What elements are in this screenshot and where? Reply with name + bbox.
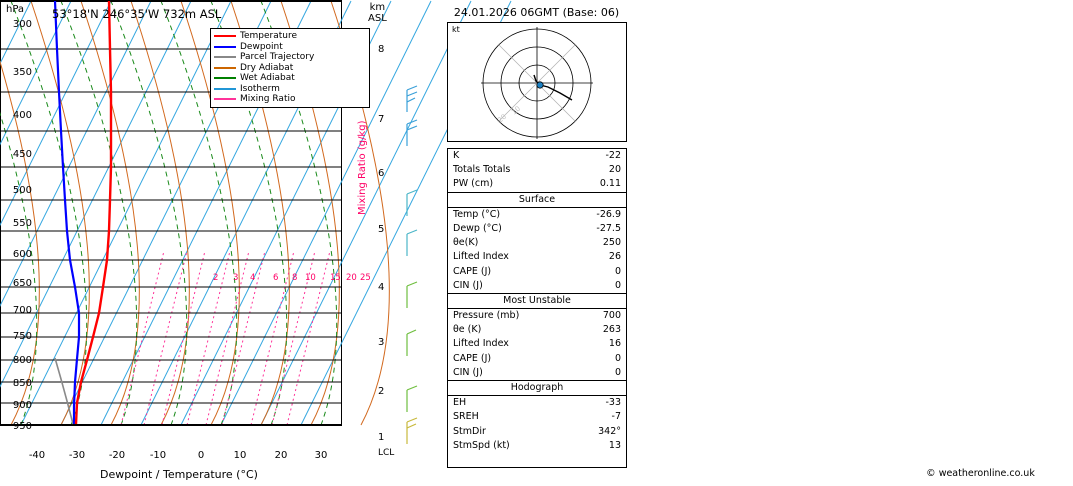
legend-swatch-parcel-trajectory (214, 56, 236, 58)
pressure-axis-unit: hPa (6, 4, 25, 15)
height-tick-2: 2 (378, 386, 385, 397)
hodograph-svg (448, 23, 626, 141)
legend-item-parcel-trajectory (214, 52, 366, 63)
legend-label-wet-adiabat: Wet Adiabat (240, 73, 295, 84)
pressure-tick-450: 450 (12, 149, 32, 160)
pressure-tick-650: 650 (12, 278, 32, 289)
row-key: Pressure (mb) (453, 310, 520, 322)
row-value: -26.9 (596, 208, 621, 220)
height-tick-4: 4 (378, 282, 385, 293)
pressure-tick-500: 500 (12, 185, 32, 196)
height-tick-1: 1 (378, 432, 385, 443)
hodograph-ring-label-2: 20 (496, 112, 509, 125)
row-value: 263 (602, 324, 621, 336)
row-key: Totals Totals (453, 164, 511, 176)
legend-label-dewpoint: Dewpoint (240, 41, 283, 52)
temp-tick--30: -30 (68, 450, 86, 461)
legend-label-mixing-ratio: Mixing Ratio (240, 94, 296, 105)
legend (210, 28, 370, 108)
station-title: 53°18'N 246°35'W 732m ASL (52, 7, 222, 21)
legend-swatch-mixing-ratio (214, 98, 236, 100)
pressure-tick-950: 950 (12, 421, 32, 432)
legend-item-temperature (214, 31, 366, 42)
x-axis-title: Dewpoint / Temperature (°C) (100, 468, 258, 481)
mixing-ratio-label-20: 20 (346, 273, 357, 283)
table-row (448, 265, 626, 279)
row-value: 16 (608, 338, 621, 350)
row-value: -22 (605, 150, 621, 161)
legend-label-dry-adiabat: Dry Adiabat (240, 62, 294, 73)
temperature-line (76, 1, 111, 424)
section-header-surface: Surface (448, 192, 626, 208)
row-value: 20 (608, 164, 621, 176)
hodograph-storm-motion-marker (537, 82, 543, 88)
mixing-ratio-label-6: 6 (273, 273, 279, 283)
section-header-most-unstable: Most Unstable (448, 293, 626, 309)
skewt-panel (0, 0, 440, 486)
table-row (448, 366, 626, 380)
table-row (448, 149, 626, 163)
height-axis-unit-asl: ASL (368, 13, 387, 24)
legend-swatch-isotherm (214, 88, 236, 90)
row-value: 0 (614, 352, 621, 364)
mixing-ratio-axis-title: Mixing Ratio (g/kg) (357, 120, 368, 215)
row-key: CAPE (J) (453, 352, 492, 364)
legend-item-dry-adiabat (214, 63, 366, 74)
mixing-ratio-label-8: 8 (292, 273, 298, 283)
table-row (448, 236, 626, 250)
row-value: 26 (608, 251, 621, 263)
row-value: -27.5 (596, 222, 621, 234)
pressure-tick-350: 350 (12, 67, 32, 78)
legend-label-parcel-trajectory: Parcel Trajectory (240, 52, 315, 63)
info-panel (444, 0, 1035, 486)
hodograph-unit-label: kt (452, 25, 460, 34)
temp-tick-0: 0 (197, 450, 205, 461)
section-header-hodograph: Hodograph (448, 380, 626, 396)
height-axis-unit-km: km (369, 2, 386, 13)
dewpoint-line (55, 1, 79, 424)
pressure-tick-800: 800 (12, 355, 32, 366)
temp-tick--40: -40 (28, 450, 46, 461)
hodograph-box (447, 22, 627, 142)
mixing-ratio-label-25: 25 (360, 273, 371, 283)
row-key: θe(K) (453, 237, 479, 249)
hodograph-ring-label-1: 10 (510, 104, 523, 117)
temp-tick--10: -10 (149, 450, 167, 461)
legend-swatch-wet-adiabat (214, 77, 236, 79)
row-value: 0 (614, 366, 621, 378)
wind-barb-column (395, 24, 437, 448)
pressure-tick-300: 300 (12, 19, 32, 30)
legend-item-wet-adiabat (214, 73, 366, 84)
height-tick-6: 6 (378, 168, 385, 179)
table-row (448, 177, 626, 191)
table-row (448, 352, 626, 366)
row-key: StmDir (453, 425, 486, 437)
pressure-tick-850: 850 (12, 378, 32, 389)
row-value: 0 (614, 279, 621, 291)
row-key: CIN (J) (453, 279, 483, 291)
temp-tick--20: -20 (108, 450, 126, 461)
row-key: PW (cm) (453, 178, 494, 190)
row-value: 0 (614, 265, 621, 277)
table-row (448, 337, 626, 351)
table-row (448, 279, 626, 293)
pressure-tick-900: 900 (12, 400, 32, 411)
legend-swatch-temperature (214, 35, 236, 37)
pressure-tick-550: 550 (12, 218, 32, 229)
row-value: 700 (602, 310, 621, 322)
row-key: CIN (J) (453, 366, 483, 378)
run-datetime-title: 24.01.2026 06GMT (Base: 06) (453, 6, 620, 19)
row-value: 250 (602, 237, 621, 249)
row-key: StmSpd (kt) (453, 439, 510, 451)
table-row (448, 323, 626, 337)
row-key: θe (K) (453, 324, 482, 336)
mixing-ratio-label-15: 15 (330, 273, 341, 283)
row-key: SREH (453, 411, 479, 423)
table-row (448, 222, 626, 236)
height-tick-3: 3 (378, 337, 385, 348)
row-value: 342° (598, 425, 621, 437)
row-key: Lifted Index (453, 251, 509, 263)
legend-item-mixing-ratio (214, 94, 366, 105)
pressure-tick-600: 600 (12, 249, 32, 260)
table-row (448, 439, 626, 453)
temp-tick-20: 20 (274, 450, 288, 461)
legend-label-temperature: Temperature (240, 31, 298, 42)
lcl-label: LCL (378, 448, 395, 458)
row-key: K (453, 150, 460, 161)
parcel-trajectory-line (55, 358, 73, 424)
legend-swatch-dry-adiabat (214, 67, 236, 69)
height-tick-8: 8 (378, 44, 385, 55)
row-value: 0.11 (599, 178, 621, 190)
legend-label-isotherm: Isotherm (240, 83, 280, 94)
temp-tick-30: 30 (314, 450, 328, 461)
row-key: Lifted Index (453, 338, 509, 350)
legend-item-isotherm (214, 84, 366, 95)
mixing-ratio-label-2: 2 (213, 273, 219, 283)
indices-table (447, 148, 627, 468)
copyright-credit: © weatheronline.co.uk (926, 468, 1035, 479)
pressure-tick-400: 400 (12, 110, 32, 121)
table-row (448, 396, 626, 410)
row-key: Dewp (°C) (453, 222, 502, 234)
table-row (448, 250, 626, 264)
pressure-tick-700: 700 (12, 305, 32, 316)
row-value: -33 (605, 397, 621, 409)
row-key: EH (453, 397, 467, 409)
height-axis-unit (368, 2, 387, 24)
row-value: 13 (608, 439, 621, 451)
mixing-ratio-lines (121, 251, 330, 425)
row-key: CAPE (J) (453, 265, 492, 277)
legend-item-dewpoint (214, 42, 366, 53)
mixing-ratio-label-3: 3 (233, 273, 239, 283)
mixing-ratio-label-10: 10 (305, 273, 316, 283)
temp-tick-10: 10 (233, 450, 247, 461)
mixing-ratio-label-4: 4 (250, 273, 256, 283)
row-key: Temp (°C) (453, 208, 501, 220)
height-tick-5: 5 (378, 224, 385, 235)
table-row (448, 163, 626, 177)
table-row (448, 410, 626, 424)
legend-swatch-dewpoint (214, 46, 236, 48)
table-row (448, 208, 626, 222)
row-value: -7 (611, 411, 621, 423)
pressure-tick-750: 750 (12, 331, 32, 342)
table-row (448, 425, 626, 439)
height-tick-7: 7 (378, 114, 385, 125)
table-row (448, 309, 626, 323)
